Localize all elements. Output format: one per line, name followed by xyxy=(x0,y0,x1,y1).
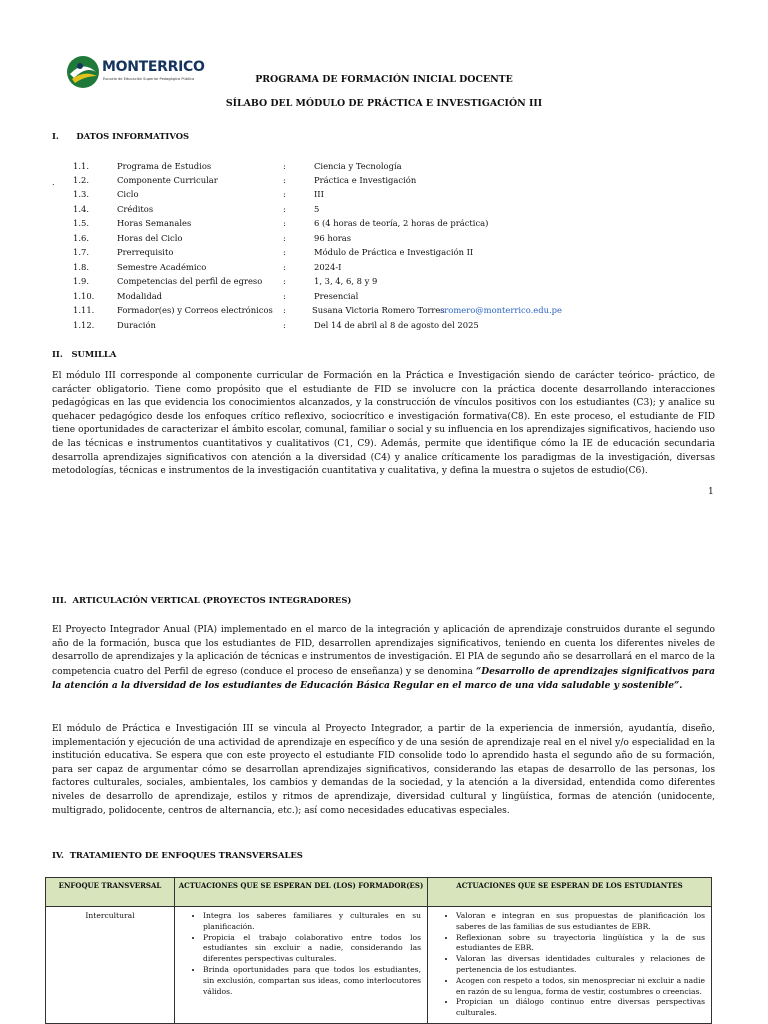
info-row-label: Programa de Estudios xyxy=(117,161,212,171)
info-row-number: 1.6. xyxy=(73,233,89,243)
list-item: • Propician un diálogo continuo entre diversas perspectivas culturales. xyxy=(456,997,705,1019)
formador-cell xyxy=(175,907,428,1024)
logo-wordmark: MONTERRICO xyxy=(102,59,205,75)
info-row-label: Ciclo xyxy=(117,189,139,199)
info-row-value: Módulo de Práctica e Investigación II xyxy=(314,247,474,257)
enfoques-table xyxy=(45,877,712,1024)
info-row-number: 1.3. xyxy=(73,189,89,199)
info-row-label: Horas Semanales xyxy=(117,218,192,228)
logo-tagline: Escuela de Educación Superior Pedagógica Pública xyxy=(103,77,195,81)
info-row-label: Horas del Ciclo xyxy=(117,233,183,243)
column-header: ENFOQUE TRANSVERSAL xyxy=(46,878,175,907)
column-header: ACTUACIONES QUE SE ESPERAN DE LOS ESTUDIANTES xyxy=(428,878,712,907)
info-row-colon: : xyxy=(283,175,286,185)
institution-logo xyxy=(66,52,206,92)
info-row-number: 1.7. xyxy=(73,247,89,257)
list-item: • Propicia el trabajo colaborativo entre todos los estudiantes sin excluir a nadie, considerando las diferentes perspectivas culturales. xyxy=(203,933,421,965)
list-item: • Brinda oportunidades para que todos los estudiantes, sin exclusión, compartan sus ideas, como interlocutores válidos. xyxy=(203,965,421,997)
info-row-colon: : xyxy=(283,291,286,301)
info-row-value: 96 horas xyxy=(314,233,352,243)
info-row-label: Prerrequisito xyxy=(117,247,174,257)
sumilla-paragraph: El módulo III corresponde al componente curricular de Formación en la Práctica e Investigación siendo de carácter teórico- práctico, de carácter obligatorio. Tiene como propósito que el estudiante de FID se involucre con la práctica docente desarrollando interacciones pedagógicas en las que evidencia los conocimientos alcanzados, y la construcción de vínculos positivos con los estudiantes (C3); y analice su quehacer pedagógico desde los enfoques crítico reflexivo, sociocrítico e investigación formativa(C8). En este proceso, el estudiante de FID tiene oportunidades de caracterizar el ámbito escolar, comunal, familiar o social y su influencia en los aprendizajes significativos, haciendo uso de las técnicas e instrumentos cuantitativos y cualitativos (C1, C9). Además, permite que identifique cómo la IE de educación secundaria desarrolla aprendizajes significativos con atención a la diversidad (C4) y analice críticamente los paradigmas de la investigación, diversas metodologías, técnicas e instrumentos de la investigación cuantitativa y cualitativa, y defina la muestra o sujetos de estudio(C6). xyxy=(52,371,715,477)
section-title-enfoques: IV. TRATAMIENTO DE ENFOQUES TRANSVERSALES xyxy=(52,850,303,860)
info-row-value: Del 14 de abril al 8 de agosto del 2025 xyxy=(314,320,479,330)
info-row-colon: : xyxy=(283,262,286,272)
info-row-number: 1.11. xyxy=(73,305,95,315)
estudiantes-cell xyxy=(428,907,712,1024)
info-row-number: 1.5. xyxy=(73,218,89,228)
info-row-number: 1.12. xyxy=(73,320,95,330)
list-item: • Valoran las diversas identidades culturales y relaciones de pertenencia de los estudiantes. xyxy=(456,954,705,976)
pia-paragraph-text: El Proyecto Integrador Anual (PIA) implementado en el marco de la integración y aplicación de aprendizaje construidos durante el segundo año de la formación, busca que los estudiantes de FID, desarrollen aprendizajes significativos, teniendo en cuenta los diferentes niveles de desarrollo de aprendizajes y la aplicación de técnicas e instrumentos de investigación. El PIA de segundo año se desarrollará en el marco de la competencia cuatro del Perfil de egreso (conduce el proceso de enseñanza) y se denomina xyxy=(52,625,715,677)
info-row-number: 1.9. xyxy=(73,276,89,286)
info-row-value: III xyxy=(314,189,324,199)
enfoque-cell: Intercultural xyxy=(46,907,175,1024)
info-row-colon: : xyxy=(283,247,286,257)
info-row-label: Formador(es) y Correos electrónicos xyxy=(117,305,273,315)
section-title-sumilla: II. SUMILLA xyxy=(52,349,117,359)
list-item: • Valoran e integran en sus propuestas de planificación los saberes de las familias de sus estudiantes de EBR. xyxy=(456,911,705,933)
syllabus-title: SÍLABO DEL MÓDULO DE PRÁCTICA E INVESTIGACIÓN III xyxy=(225,98,543,109)
info-row-colon: : xyxy=(283,218,286,228)
info-row-colon: : xyxy=(283,320,286,330)
section-title-datos: I. DATOS INFORMATIVOS xyxy=(52,131,190,141)
info-row-number: 1.1. xyxy=(73,161,89,171)
info-row-label: Créditos xyxy=(117,204,154,214)
info-row-colon: : xyxy=(283,204,286,214)
info-row-colon: : xyxy=(283,233,286,243)
info-row-label: Competencias del perfil de egreso xyxy=(117,276,263,286)
page-number: 1 xyxy=(708,487,714,497)
list-item: • Reflexionan sobre su trayectoria lingüística y la de sus estudiantes de EBR. xyxy=(456,933,705,955)
info-row-value: 6 (4 horas de teoría, 2 horas de práctica) xyxy=(314,218,489,228)
info-row-value: Presencial xyxy=(314,291,359,301)
info-row-value: Ciencia y Tecnología xyxy=(314,161,402,171)
pia-paragraph xyxy=(52,624,715,694)
modulo-paragraph: El módulo de Práctica e Investigación III se vincula al Proyecto Integrador, a partir de la experiencia de inmersión, ayudantía, diseño, implementación y ejecución de una actividad de aprendizaje en específico y de una sesión de aprendizaje real en el nivel y/o especialidad en la institución educativa. Se espera que con este proyecto el estudiante FID consolide todo lo aprendido hasta el segundo año de su formación, para ser capaz de argumentar cómo se desarrollan aprendizajes significativos, considerando las etapas de desarrollo de las personas, los factores culturales, sociales, ambientales, los cambios y demandas de la sociedad, y la atención a la diversidad, entendida como diferentes niveles de desarrollo de aprendizaje, estilos y ritmos de aprendizaje, diversidad cultural y lingüística, formas de atención (unidocente, multigrado, polidocente, centros de alternancia, etc.); así como necesidades educativas especiales. xyxy=(52,724,715,816)
pia-project-name: “Desarrollo de aprendizajes significativos para la atención a la diversidad de los estudiantes de Educación Básica Regular en el marco de una vida saludable y sostenible”. xyxy=(52,665,715,692)
info-row-label: Modalidad xyxy=(117,291,163,301)
info-row-colon: : xyxy=(283,161,286,171)
list-item: • Acogen con respeto a todos, sin menospreciar ni excluir a nadie en razón de su lengua, forma de vestir, costumbres o creencias. xyxy=(456,976,705,998)
table-header-row xyxy=(46,878,712,907)
info-row-value: 1, 3, 4, 6, 8 y 9 xyxy=(314,276,378,286)
estudiantes-list xyxy=(434,911,705,1019)
formador-list xyxy=(181,911,421,997)
info-row-colon: : xyxy=(283,276,286,286)
info-row-colon: : xyxy=(283,305,286,315)
info-row-value: 2024-I xyxy=(314,262,342,272)
info-row-number: 1.8. xyxy=(73,262,89,272)
table-row xyxy=(46,907,712,1024)
email-link[interactable]: sromero@monterrico.edu.pe xyxy=(440,305,562,315)
stray-dot: . xyxy=(52,177,55,187)
info-row-number: 1.4. xyxy=(73,204,89,214)
info-row-number: 1.2. xyxy=(73,175,89,185)
info-row-value: Práctica e Investigación xyxy=(314,175,417,185)
list-item: • Integra los saberes familiares y culturales en su planificación. xyxy=(203,911,421,933)
section-title-articulacion: III. ARTICULACIÓN VERTICAL (PROYECTOS INTEGRADORES) xyxy=(52,595,352,605)
program-title: PROGRAMA DE FORMACIÓN INICIAL DOCENTE xyxy=(255,74,513,85)
column-header: ACTUACIONES QUE SE ESPERAN DEL (LOS) FORMADOR(ES) xyxy=(175,878,428,907)
info-row-label: Semestre Académico xyxy=(117,262,207,272)
info-row-label: Duración xyxy=(117,320,156,330)
info-row-value: Susana Victoria Romero Torres xyxy=(312,305,445,315)
info-row-label: Componente Curricular xyxy=(117,175,218,185)
info-row-value: 5 xyxy=(314,204,320,214)
info-row-number: 1.10. xyxy=(73,291,95,301)
info-row-colon: : xyxy=(283,189,286,199)
